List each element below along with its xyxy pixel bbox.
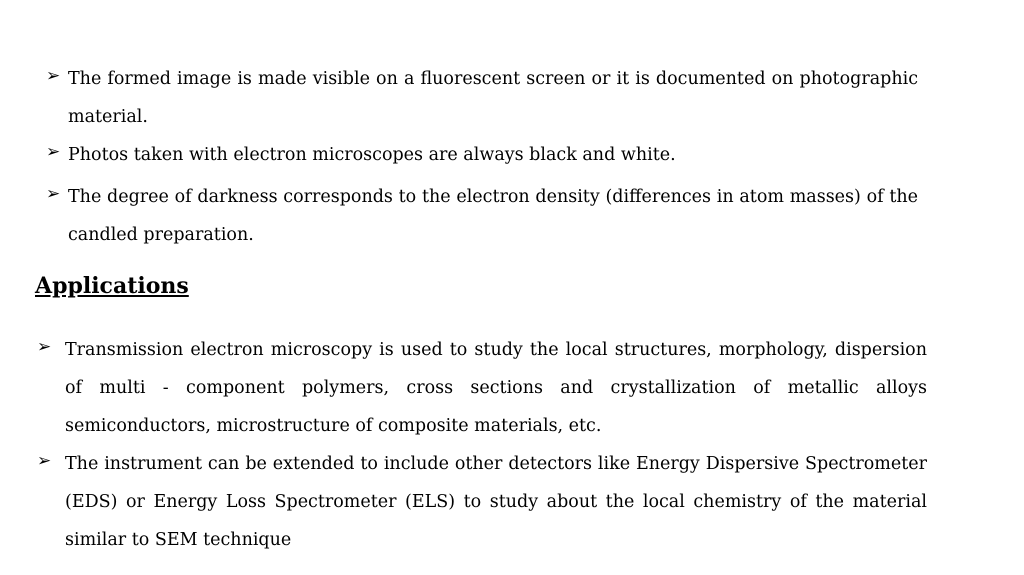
- bullet-text: The formed image is made visible on a fluorescent screen or it is documented on photographic material.: [68, 69, 918, 127]
- applications-bullet-list: [37, 331, 927, 563]
- arrow-bullet-icon: ➢: [46, 66, 61, 86]
- intro-bullet-item: [46, 136, 918, 174]
- bullet-text: Photos taken with electron microscopes are always black and white.: [68, 145, 676, 165]
- arrow-bullet-icon: ➢: [46, 184, 61, 204]
- intro-bullet-list: [46, 60, 918, 258]
- applications-heading: Applications: [35, 273, 189, 299]
- arrow-bullet-icon: ➢: [37, 337, 52, 357]
- bullet-text: The instrument can be extended to include other detectors like Energy Dispersive Spectrometer (EDS) or Energy Loss Spectrometer (ELS) to study about the local chemistry of the material similar to SEM technique: [65, 454, 927, 550]
- intro-bullet-item: [46, 178, 918, 254]
- arrow-bullet-icon: ➢: [46, 142, 61, 162]
- applications-bullet-item: [37, 331, 927, 445]
- applications-bullet-item: [37, 445, 927, 559]
- intro-bullet-item: [46, 60, 918, 136]
- bullet-text: The degree of darkness corresponds to the electron density (differences in atom masses) of the candled preparation.: [68, 187, 918, 245]
- arrow-bullet-icon: ➢: [37, 451, 52, 471]
- bullet-text: Transmission electron microscopy is used to study the local structures, morphology, dispersion of multi - component polymers, cross sections and crystallization of metallic alloys semiconductors, microstructure of composite materials, etc.: [65, 340, 927, 436]
